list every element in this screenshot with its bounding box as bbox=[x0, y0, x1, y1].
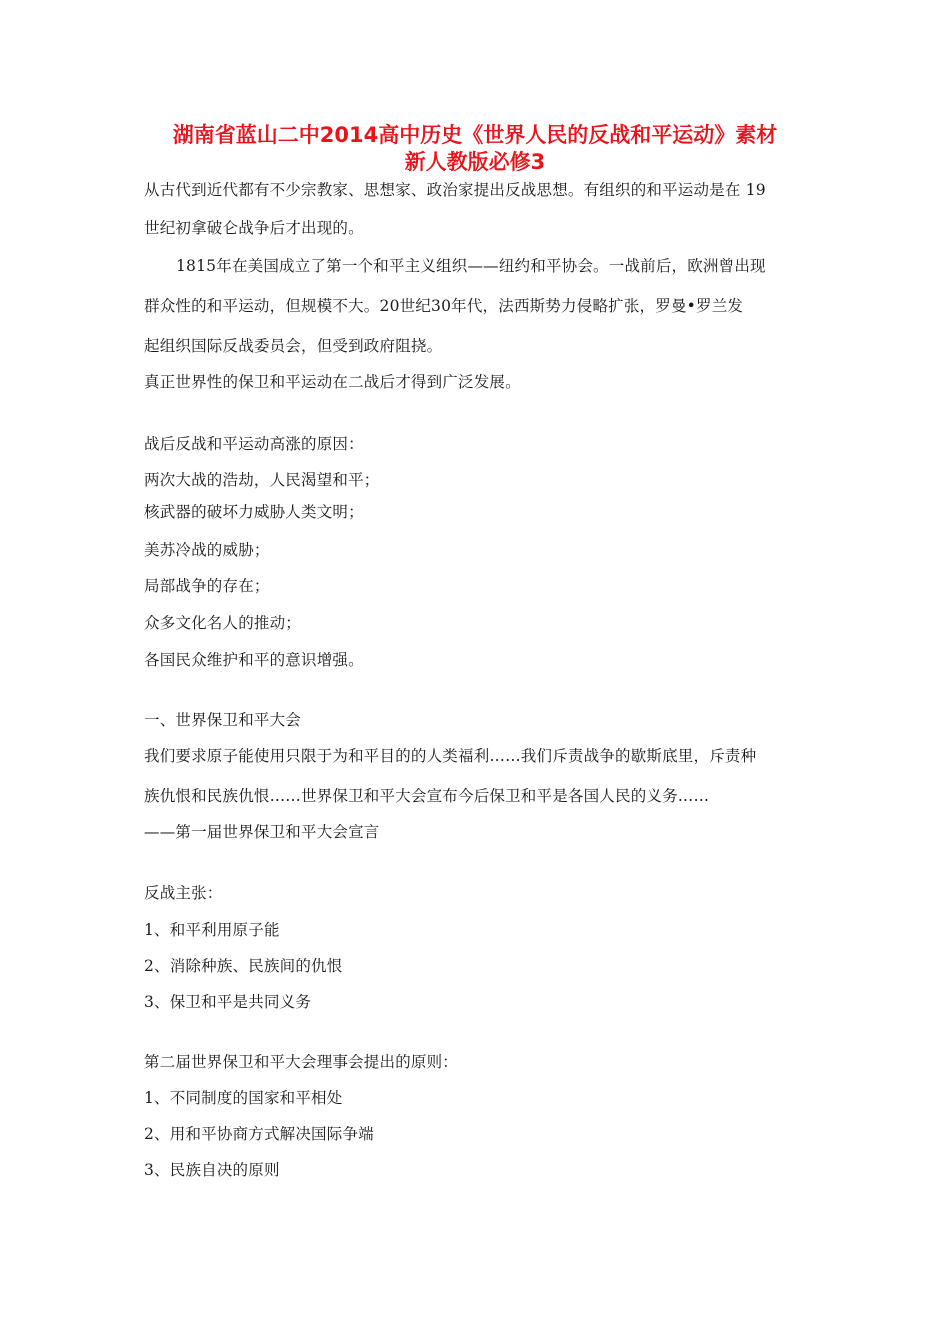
list-item: 1、不同制度的国家和平相处 bbox=[144, 1089, 343, 1107]
title-line-2: 新人教版必修3 bbox=[404, 150, 546, 174]
title-line-1: 湖南省蓝山二中2014高中历史《世界人民的反战和平运动》素材 bbox=[172, 123, 778, 147]
principles-heading: 第二届世界保卫和平大会理事会提出的原则： bbox=[144, 1053, 459, 1071]
list-item: 众多文化名人的推动； bbox=[144, 614, 302, 632]
list-item: 3、民族自决的原则 bbox=[144, 1161, 280, 1179]
intro-paragraph-2-line-3: 起组织国际反战委员会，但受到政府阻挠。 bbox=[144, 337, 443, 355]
intro-paragraph-2-line-1: 1815年在美国成立了第一个和平主义组织——纽约和平协会。一战前后，欧洲曾出现 bbox=[176, 257, 766, 275]
list-item: 3、保卫和平是共同义务 bbox=[144, 993, 312, 1011]
quote-line-1: 我们要求原子能使用只限于为和平目的的人类福利……我们斥责战争的歇斯底里，斥责种 bbox=[144, 747, 757, 765]
list-item: 核武器的破坏力威胁人类文明； bbox=[144, 503, 364, 521]
list-item: 两次大战的浩劫，人民渴望和平； bbox=[144, 471, 380, 489]
causes-heading: 战后反战和平运动高涨的原因： bbox=[144, 435, 364, 453]
list-item: 各国民众维护和平的意识增强。 bbox=[144, 651, 364, 669]
quote-source: ——第一届世界保卫和平大会宣言 bbox=[144, 823, 380, 841]
intro-paragraph-2-line-2: 群众性的和平运动，但规模不大。20世纪30年代，法西斯势力侵略扩张，罗曼•罗兰发 bbox=[144, 297, 744, 315]
list-item: 2、用和平协商方式解决国际争端 bbox=[144, 1125, 374, 1143]
quote-line-2: 族仇恨和民族仇恨……世界保卫和平大会宣布今后保卫和平是各国人民的义务…… bbox=[144, 787, 710, 805]
list-item: 1、和平利用原子能 bbox=[144, 921, 280, 939]
intro-paragraph-1-line-2: 世纪初拿破仑战争后才出现的。 bbox=[144, 219, 364, 237]
claims-heading: 反战主张： bbox=[144, 884, 223, 902]
list-item: 美苏冷战的威胁； bbox=[144, 541, 270, 559]
section-1-heading: 一、世界保卫和平大会 bbox=[144, 711, 302, 729]
list-item: 2、消除种族、民族间的仇恨 bbox=[144, 957, 343, 975]
intro-paragraph-3: 真正世界性的保卫和平运动在二战后才得到广泛发展。 bbox=[144, 373, 521, 391]
intro-paragraph-1-line-1: 从古代到近代都有不少宗教家、思想家、政治家提出反战思想。有组织的和平运动是在 19 bbox=[144, 181, 766, 199]
list-item: 局部战争的存在； bbox=[144, 577, 270, 595]
